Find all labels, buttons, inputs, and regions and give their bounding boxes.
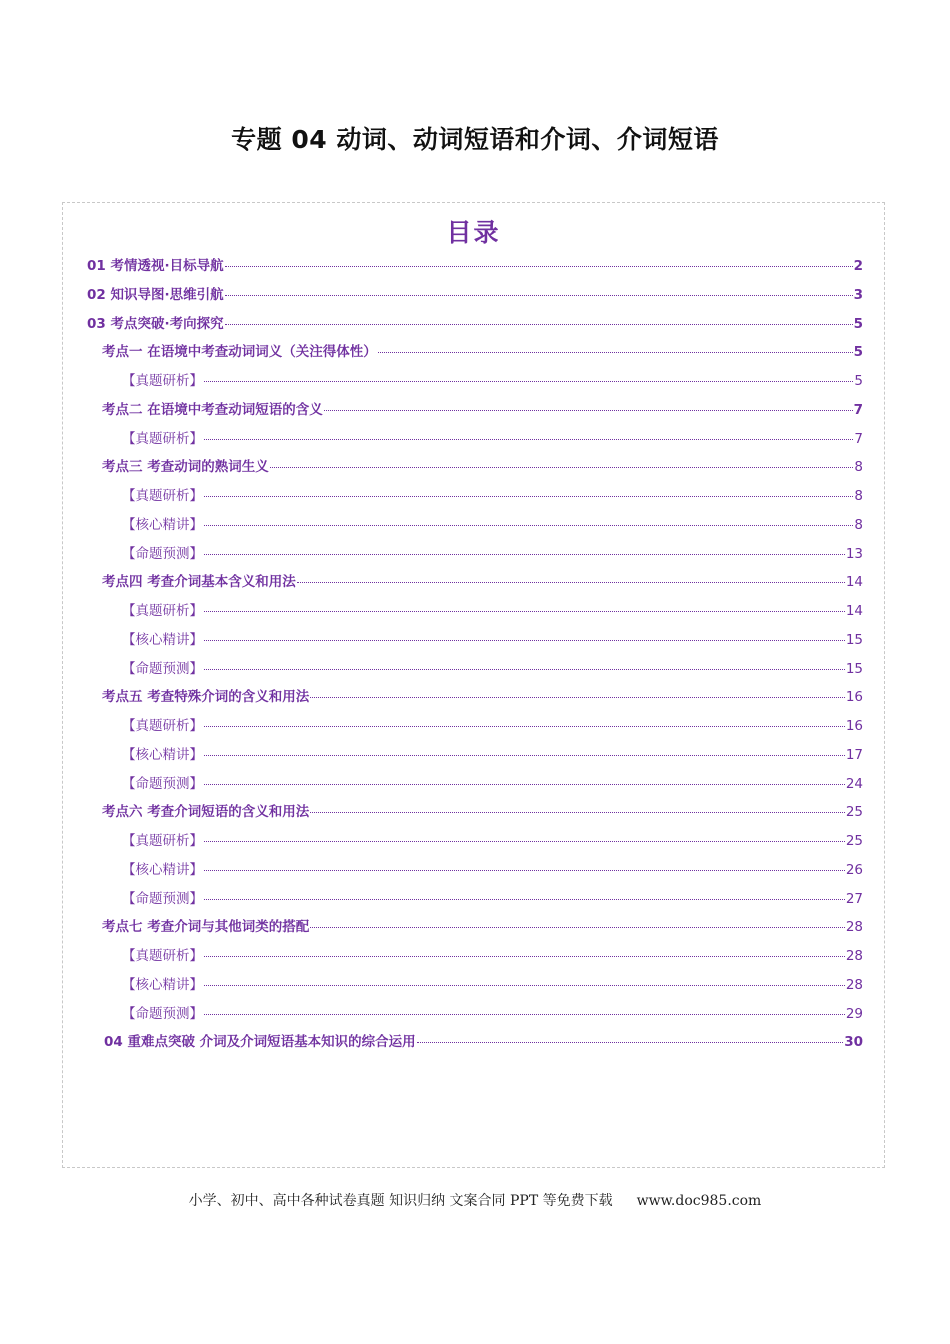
toc-leader-dots: [204, 985, 845, 986]
toc-entry-subitem[interactable]: [63, 712, 884, 741]
toc-entry-text: 【命题预测】: [122, 775, 203, 792]
toc-entry-subitem[interactable]: [63, 827, 884, 856]
toc-heading: 目录: [446, 218, 501, 247]
toc-leader-dots: [204, 439, 853, 440]
toc-leader-dots: [378, 352, 853, 353]
toc-leader-dots: [204, 640, 845, 641]
toc-leader-dots: [204, 1014, 845, 1015]
toc-entry-text: 【核心精讲】: [122, 976, 203, 993]
toc-entry-text: 【真题研析】: [122, 488, 203, 504]
toc-entry-page: 14: [845, 574, 863, 591]
toc-entry-subitem[interactable]: [63, 626, 884, 655]
toc-entry-text: 【核心精讲】: [122, 516, 203, 533]
toc-entry-text: 【真题研析】: [122, 833, 203, 849]
toc-entry-text: 考点一 在语境中考查动词词义（关注得体性）: [102, 344, 377, 361]
toc-entry-section-02[interactable]: [63, 281, 884, 310]
toc-entry-page: 5: [853, 315, 863, 332]
toc-list: [63, 252, 884, 1057]
toc-entry-text: 考点七 考查介词与其他词类的搭配: [102, 919, 310, 936]
toc-entry-text: 【命题预测】: [122, 660, 203, 677]
toc-entry-kaodian-2[interactable]: [63, 396, 884, 425]
toc-entry-text: 【真题研析】: [122, 603, 203, 619]
toc-entry-text: 【真题研析】: [122, 948, 203, 964]
toc-entry-page: 7: [853, 401, 863, 418]
toc-entry-text: 【核心精讲】: [122, 861, 203, 878]
toc-entry-text: 【命题预测】: [122, 1005, 203, 1022]
toc-leader-dots: [225, 266, 853, 267]
toc-entry-page: 15: [845, 631, 863, 648]
toc-leader-dots: [204, 956, 845, 957]
toc-leader-dots: [310, 927, 845, 928]
toc-leader-dots: [204, 870, 845, 871]
toc-entry-page: 2: [853, 258, 863, 274]
toc-leader-dots: [270, 467, 854, 468]
footer-url-link[interactable]: www.doc985.com: [636, 1193, 762, 1209]
toc-leader-dots: [204, 669, 845, 670]
toc-leader-dots: [297, 582, 845, 583]
toc-entry-page: 15: [845, 660, 863, 677]
toc-entry-text: 【核心精讲】: [122, 746, 203, 763]
toc-leader-dots: [310, 812, 845, 813]
toc-entry-subitem[interactable]: [63, 540, 884, 569]
toc-entry-subitem[interactable]: [63, 856, 884, 885]
toc-entry-page: 7: [854, 430, 863, 447]
toc-entry-text: 考点五 考查特殊介词的含义和用法: [102, 689, 310, 706]
toc-entry-text: 【命题预测】: [122, 545, 203, 562]
toc-entry-kaodian-4[interactable]: [63, 568, 884, 597]
toc-entry-page: 16: [845, 718, 863, 734]
toc-entry-page: 30: [844, 1034, 863, 1051]
toc-entry-page: 8: [854, 459, 863, 476]
toc-entry-text: 【命题预测】: [122, 890, 203, 907]
toc-entry-page: 17: [845, 746, 863, 763]
toc-entry-text: 01 考情透视·目标导航: [87, 258, 224, 274]
toc-entry-subitem[interactable]: [63, 971, 884, 1000]
footer-text: 小学、初中、高中各种试卷真题 知识归纳 文案合同 PPT 等免费下载: [188, 1193, 613, 1209]
toc-entry-page: 28: [845, 976, 863, 993]
toc-entry-subitem[interactable]: [63, 597, 884, 626]
toc-entry-section-04[interactable]: [63, 1028, 884, 1057]
toc-leader-dots: [417, 1042, 844, 1043]
toc-entry-section-03[interactable]: [63, 310, 884, 339]
toc-entry-kaodian-3[interactable]: [63, 453, 884, 482]
document-title: 专题 04 动词、动词短语和介词、介词短语: [231, 125, 719, 154]
toc-box: [62, 202, 885, 1168]
toc-entry-page: 28: [845, 919, 863, 936]
toc-entry-page: 26: [845, 861, 863, 878]
toc-leader-dots: [204, 726, 845, 727]
toc-entry-text: 【核心精讲】: [122, 631, 203, 648]
toc-entry-text: 【真题研析】: [122, 430, 203, 447]
toc-leader-dots: [204, 784, 845, 785]
toc-entry-subitem[interactable]: [63, 482, 884, 511]
toc-entry-page: 8: [854, 516, 863, 533]
toc-entry-page: 3: [853, 286, 863, 303]
toc-entry-page: 14: [845, 603, 863, 619]
toc-entry-text: 02 知识导图·思维引航: [87, 286, 224, 303]
toc-entry-text: 考点二 在语境中考查动词短语的含义: [102, 401, 323, 418]
toc-leader-dots: [204, 554, 845, 555]
toc-entry-page: 25: [845, 804, 863, 821]
toc-entry-page: 5: [854, 373, 863, 389]
toc-entry-subitem[interactable]: [63, 1000, 884, 1029]
toc-entry-page: 29: [845, 1005, 863, 1022]
toc-entry-page: 8: [854, 488, 863, 504]
toc-entry-kaodian-7[interactable]: [63, 913, 884, 942]
toc-entry-subitem[interactable]: [63, 655, 884, 684]
toc-entry-section-01[interactable]: [63, 252, 884, 281]
toc-entry-subitem[interactable]: [63, 770, 884, 799]
toc-leader-dots: [310, 697, 845, 698]
toc-entry-kaodian-5[interactable]: [63, 683, 884, 712]
page-footer: [0, 1190, 950, 1210]
toc-entry-subitem[interactable]: [63, 367, 884, 396]
toc-leader-dots: [204, 525, 853, 526]
toc-leader-dots: [225, 295, 853, 296]
toc-entry-text: 考点三 考查动词的熟词生义: [102, 459, 269, 476]
toc-entry-kaodian-1[interactable]: [63, 338, 884, 367]
toc-entry-subitem[interactable]: [63, 511, 884, 540]
toc-leader-dots: [324, 410, 853, 411]
toc-entry-text: 04 重难点突破 介词及介词短语基本知识的综合运用: [104, 1034, 416, 1051]
toc-entry-text: 考点六 考查介词短语的含义和用法: [102, 804, 310, 821]
toc-leader-dots: [204, 381, 853, 382]
toc-entry-page: 13: [845, 545, 863, 562]
toc-leader-dots: [204, 611, 845, 612]
toc-entry-subitem[interactable]: [63, 942, 884, 971]
toc-entry-page: 25: [845, 833, 863, 849]
toc-entry-page: 5: [853, 344, 863, 361]
toc-leader-dots: [204, 755, 845, 756]
toc-leader-dots: [204, 899, 845, 900]
toc-entry-page: 28: [845, 948, 863, 964]
toc-entry-subitem[interactable]: [63, 425, 884, 454]
toc-entry-page: 24: [845, 775, 863, 792]
toc-leader-dots: [225, 324, 853, 325]
toc-entry-subitem[interactable]: [63, 741, 884, 770]
toc-entry-text: 考点四 考查介词基本含义和用法: [102, 574, 296, 591]
toc-entry-text: 【真题研析】: [122, 718, 203, 734]
toc-entry-kaodian-6[interactable]: [63, 798, 884, 827]
toc-leader-dots: [204, 841, 845, 842]
toc-entry-text: 03 考点突破·考向探究: [87, 315, 224, 332]
toc-entry-subitem[interactable]: [63, 885, 884, 914]
toc-leader-dots: [204, 496, 853, 497]
toc-entry-text: 【真题研析】: [122, 373, 203, 389]
toc-entry-page: 16: [845, 689, 863, 706]
toc-entry-page: 27: [845, 890, 863, 907]
